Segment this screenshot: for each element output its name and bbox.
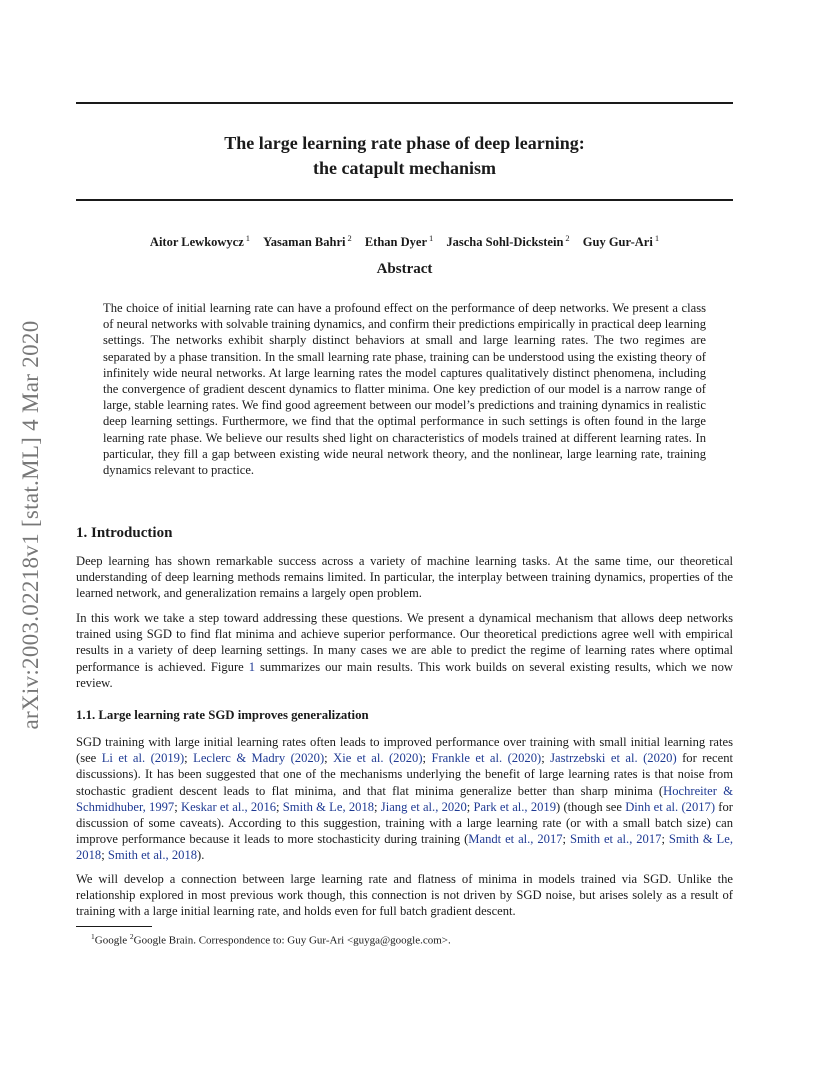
citation-link[interactable]: Smith & Le, 2018 bbox=[76, 832, 733, 863]
section-heading-introduction: 1. Introduction bbox=[76, 525, 173, 541]
affiliation-mark: 1 bbox=[654, 233, 660, 243]
citation-link[interactable]: Xie et al. (2020) bbox=[333, 751, 423, 766]
abstract-text: The choice of initial learning rate can have a profound effect on the performance of deep networks. We present a class of neural networks with solvable training dynamics, and confirm their predictions empirically in practical deep learning settings. The networks exhibit sharply distinct behaviors at small and large learning rates. The two regimes are separated by a phase transition. In the small learning rate phase, training can be understood using the existing theory of infinitely wide neural networks. At large learning rates the model captures qualitatively distinct phenomena, including the convergence of gradient descent dynamics to flatter minima. One key prediction of our model is a narrow range of large, stable learning rates. We find good agreement between our model’s predictions and training dynamics in realistic deep learning settings. Furthermore, we find that the optimal performance in such settings is often found in the large learning rate phase. We believe our results shed light on characteristics of models trained at different learning rates. In particular, they fill a gap between existing wide neural network theory, and the nonlinear, large learning rate, training dynamics relevant to practice. bbox=[103, 301, 706, 478]
affiliation-mark: 1 bbox=[91, 932, 95, 941]
figure-reference-link[interactable]: 1 bbox=[248, 659, 256, 674]
subsection-heading: 1.1. Large learning rate SGD improves generalization bbox=[76, 708, 369, 722]
title-bottom-rule bbox=[76, 199, 733, 201]
citation-link[interactable]: Dinh et al. (2017) bbox=[625, 799, 716, 814]
subsection-paragraph-1: SGD training with large initial learning rates often leads to improved performance over training with small initial learning rates (see Li et al. (2019); Leclerc & Madry (2020); Xie et al. (2020); Frankle et al. (2020); Jastrzebski et al. (2020) for recent discussions). It has been suggested that one of the mechanisms underlying the benefit of large learning rates is that noise from stochastic gradient descent leads to flat minima, and that flat minima generalize better than sharp minima (Hochreiter & Schmidhuber, 1997; Keskar et al., 2016; Smith & Le, 2018; Jiang et al., 2020; Park et al., 2019) (though see Dinh et al. (2017) for discussion of some caveats). According to this suggestion, training with a large learning rate (or with a small batch size) can improve performance because it leads to more stochasticity during training (Mandt et al., 2017; Smith et al., 2017; Smith & Le, 2018; Smith et al., 2018). bbox=[76, 735, 733, 863]
author: Guy Gur-Ari $^1$ bbox=[582, 233, 660, 250]
affiliation-mark: 1 bbox=[429, 233, 434, 243]
author: Jascha Sohl-Dickstein $^2$ bbox=[446, 233, 570, 250]
citation-link[interactable]: Li et al. (2019) bbox=[101, 751, 185, 766]
affiliation-footnote: $^1$Google $^2$Google Brain. Correspondence to: Guy Gur-Ari <guyga@google.com>. bbox=[91, 932, 451, 947]
affiliation-mark: 2 bbox=[565, 233, 570, 243]
paper-title bbox=[76, 131, 733, 181]
citation-link[interactable]: Keskar et al., 2016 bbox=[180, 799, 277, 814]
citation-link[interactable]: Hochreiter & Schmidhuber, 1997 bbox=[76, 783, 733, 814]
citation-link[interactable]: Jastrzebski et al. (2020) bbox=[550, 751, 677, 766]
author: Ethan Dyer $^1$ bbox=[364, 233, 434, 250]
affiliation-mark: 1 bbox=[245, 233, 251, 243]
arxiv-identifier: arXiv:2003.02218v1 [stat.ML] 4 Mar 2020 bbox=[18, 320, 43, 730]
citation-link[interactable]: Mandt et al., 2017 bbox=[468, 832, 563, 847]
footnote-rule bbox=[76, 926, 152, 927]
title-line-1: The large learning rate phase of deep learning: bbox=[224, 133, 585, 153]
citation-link[interactable]: Leclerc & Madry (2020) bbox=[193, 751, 325, 766]
author: Yasaman Bahri $^2$ bbox=[263, 233, 352, 250]
author: Aitor Lewkowycz $^1$ bbox=[149, 233, 251, 250]
author-list bbox=[76, 229, 733, 251]
citation-link[interactable]: Frankle et al. (2020) bbox=[431, 751, 542, 766]
citation-link[interactable]: Smith et al., 2017 bbox=[569, 832, 662, 847]
title-line-2: the catapult mechanism bbox=[313, 158, 496, 178]
subsection-paragraph-2: We will develop a connection between large learning rate and flatness of minima in models trained via SGD. Unlike the relationship explored in most previous work though, this connection is not driven by SGD noise, but arises solely as a result of training with a large initial learning rate, and holds even for full batch gradient descent. bbox=[76, 872, 733, 919]
intro-paragraph-2: In this work we take a step toward addressing these questions. We present a dynamical mechanism that allows deep networks trained using SGD to find flat minima and achieve superior performance. Our theoretical predictions agree well with empirical results in a variety of deep learning settings. In many cases we are able to predict the regime of learning rates where optimal performance is achieved. Figure 1 summarizes our main results. This work builds on several existing results, which we now review. bbox=[76, 611, 733, 690]
citation-link[interactable]: Park et al., 2019 bbox=[473, 799, 557, 814]
citation-link[interactable]: Smith & Le, 2018 bbox=[282, 799, 375, 814]
abstract-heading: Abstract bbox=[376, 261, 433, 277]
citation-link[interactable]: Jiang et al., 2020 bbox=[380, 799, 467, 814]
top-rule bbox=[76, 102, 733, 104]
intro-paragraph-1: Deep learning has shown remarkable success across a variety of machine learning tasks. At the same time, our theoretical understanding of deep learning methods remains limited. In particular, the interplay between training dynamics, properties of the learned network, and generalization remains a largely open problem. bbox=[76, 554, 733, 601]
affiliation-mark: 2 bbox=[347, 233, 352, 243]
citation-link[interactable]: Smith et al., 2018 bbox=[107, 848, 198, 863]
affiliation-mark: 2 bbox=[129, 932, 134, 941]
